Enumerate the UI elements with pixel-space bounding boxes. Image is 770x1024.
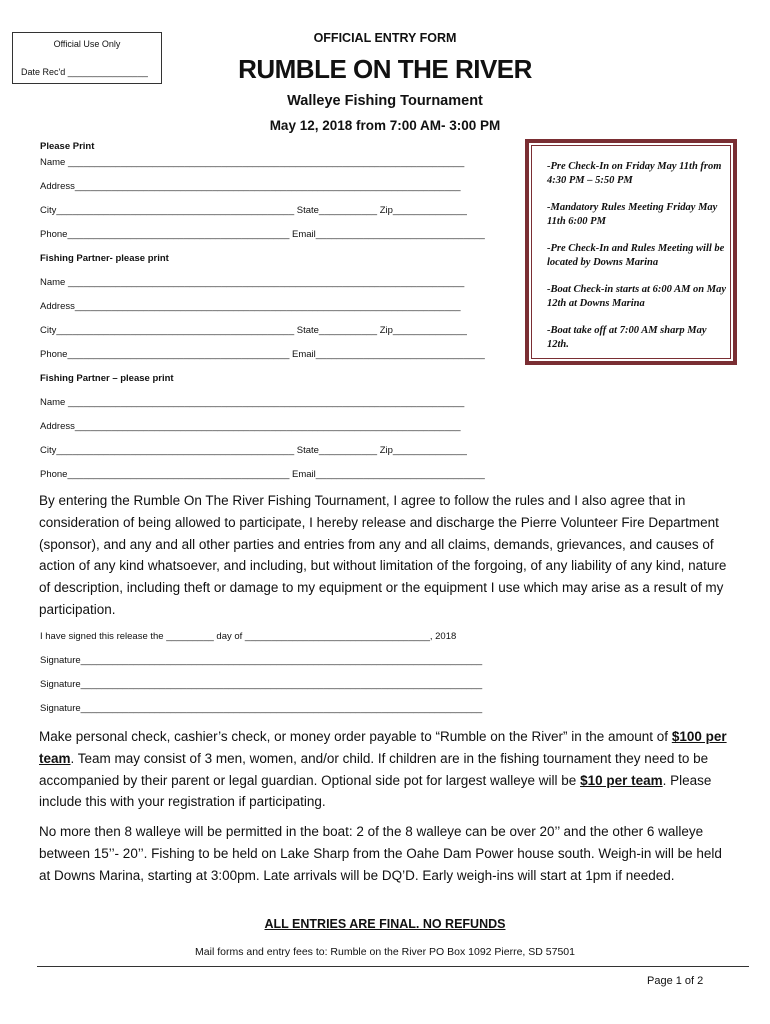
signature-field-1[interactable]: Signature____________________________________________________________________________ (40, 655, 483, 666)
entrant-address-field[interactable]: Address_________________________________________________________________________ (40, 181, 461, 192)
partner2-name-field[interactable]: Name ___________________________________________________________________________ (40, 397, 465, 408)
payment-text-2: . Team may consist of 3 men, women, and/or child. If children are in the fishing tournament they need to be accompanied by their parent or legal guardian. Optional side pot for largest walleye will be (39, 750, 709, 788)
event-date: May 12, 2018 from 7:00 AM- 3:00 PM (269, 118, 501, 133)
release-paragraph: By entering the Rumble On The River Fishing Tournament, I agree to follow the rules and I also agree that in consideration of being allowed to participate, I hereby release and discharge the Pierre Volunteer Fire Department (sponsor), and any and all other parties and entries from any and all claims, demands, grievances, and causes of action of any kind whatsoever, and including, but without limitation of the forgoing, of any liability of any kind, nature of description, including theft or damage to my equipment or the equipment I use which may arise as a result of my participation. (39, 493, 727, 617)
info-location: -Pre Check-In and Rules Meeting will be located by Downs Marina (547, 243, 725, 268)
page-title: RUMBLE ON THE RIVER (238, 54, 532, 84)
entry-fee-amount: $100 per team (39, 729, 727, 766)
payment-text-1: Make personal check, cashier’s check, or money order payable to “Rumble on the River” in the amount of (39, 729, 672, 744)
partner2-address-field[interactable]: Address_________________________________________________________________________ (40, 421, 461, 432)
no-refunds-notice: ALL ENTRIES ARE FINAL. NO REFUNDS (264, 917, 506, 931)
subtitle: Walleye Fishing Tournament (287, 93, 483, 109)
signature-field-2[interactable]: Signature____________________________________________________________________________ (40, 679, 483, 690)
mailing-address: Mail forms and entry fees to: Rumble on the River PO Box 1092 Pierre, SD 57501 (195, 946, 575, 958)
info-boat-checkin: -Boat Check-in starts at 6:00 AM on May 12th at Downs Marina (547, 284, 727, 309)
footer-divider (37, 966, 749, 967)
entrant-phone-field[interactable]: Phone__________________________________________ Email________________________________ (40, 229, 485, 240)
info-rules-meeting: -Mandatory Rules Meeting Friday May 11th 6:00 PM (547, 202, 718, 227)
partner1-address-field[interactable]: Address_________________________________________________________________________ (40, 301, 461, 312)
schedule-info-box (525, 139, 737, 365)
page-number: Page 1 of 2 (647, 975, 704, 987)
form-label: OFFICIAL ENTRY FORM (313, 31, 457, 45)
entrant-heading: Please Print (40, 141, 95, 152)
date-received-field: Date Rec'd ________________ (21, 67, 148, 77)
partner1-heading: Fishing Partner- please print (40, 253, 169, 264)
release-signed-date-field[interactable]: I have signed this release the _________ day of ___________________________________, 2018 (40, 631, 457, 642)
signature-field-3[interactable]: Signature____________________________________________________________________________ (40, 703, 483, 714)
payment-paragraph (39, 726, 729, 813)
entrant-city-field[interactable]: City_____________________________________________ State___________ Zip______________ (40, 205, 467, 216)
info-takeoff: -Boat take off at 7:00 AM sharp May 12th. (547, 325, 707, 350)
side-pot-amount: $10 per team (580, 772, 663, 788)
partner1-city-field[interactable]: City_____________________________________________ State___________ Zip______________ (40, 325, 467, 336)
info-precheckin: -Pre Check-In on Friday May 11th from 4:30 PM – 5:50 PM (547, 161, 722, 186)
partner1-name-field[interactable]: Name ___________________________________________________________________________ (40, 277, 465, 288)
partner2-heading: Fishing Partner – please print (40, 373, 174, 384)
partner2-phone-field[interactable]: Phone__________________________________________ Email________________________________ (40, 469, 485, 480)
entrant-name-field[interactable]: Name ___________________________________________________________________________ (40, 157, 465, 168)
partner1-phone-field[interactable]: Phone__________________________________________ Email________________________________ (40, 349, 485, 360)
official-use-title: Official Use Only (53, 39, 121, 49)
partner2-city-field[interactable]: City_____________________________________________ State___________ Zip______________ (40, 445, 467, 456)
payment-text-3: . Please include this with your registration if participating. (39, 772, 712, 810)
rules-paragraph: No more then 8 walleye will be permitted in the boat: 2 of the 8 walleye can be over 20’’ and the other 6 walleye between 15’’- 20’’. Fishing to be held on Lake Sharp from the Oahe Dam Power house south. Weigh-in will be held at Downs Marina, starting at 3:00pm. Late arrivals will be DQ’D. Early weigh-ins will start at 1pm if needed. (39, 824, 722, 883)
